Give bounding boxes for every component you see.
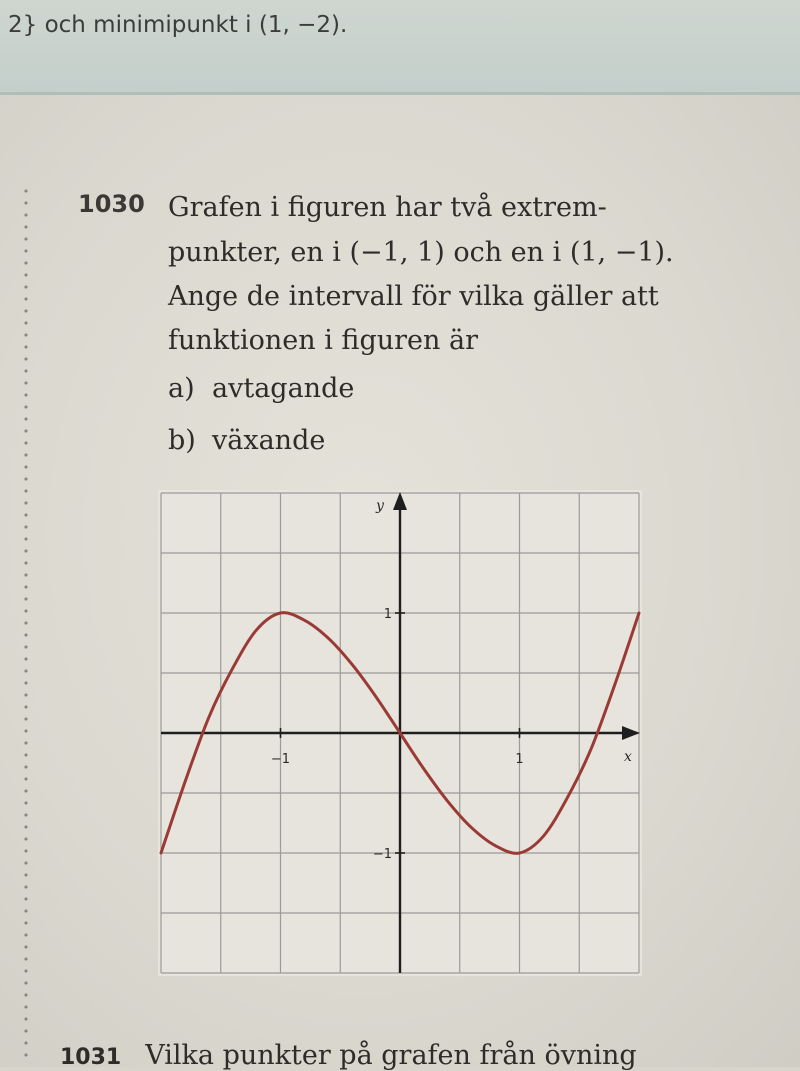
function-graph xyxy=(158,490,642,976)
problem-text-line-2: punkter, en i (−1, 1) och en i (1, −1). xyxy=(168,237,674,268)
problem-text-line-4: funktionen i figuren är xyxy=(168,325,478,356)
option-b-letter: b) xyxy=(168,425,196,456)
option-a-text: avtagande xyxy=(212,373,355,404)
y-tick-label: −1 xyxy=(372,847,392,862)
x-tick-label: −1 xyxy=(270,752,291,767)
x-tick-label: 1 xyxy=(515,752,524,767)
previous-page-band xyxy=(0,0,800,95)
option-b-text: växande xyxy=(212,425,326,456)
next-problem-number: 1031 xyxy=(60,1045,122,1070)
problem-number: 1030 xyxy=(78,190,145,218)
next-problem xyxy=(60,1040,637,1071)
next-problem-text: Vilka punkter på grafen från övning xyxy=(145,1040,637,1071)
previous-problem-text: 2} och minimipunkt i (1, −2). xyxy=(8,12,348,38)
problem-text-line-3: Ange de intervall för vilka gäller att xyxy=(168,281,659,312)
margin-dotted-line xyxy=(22,185,30,1065)
y-axis-label: y xyxy=(376,498,384,514)
problem-text-line-1: Grafen i figuren har två extrem- xyxy=(168,192,607,223)
option-a-letter: a) xyxy=(168,373,195,404)
x-axis-label: x xyxy=(624,749,632,765)
y-tick-label: 1 xyxy=(383,607,392,622)
